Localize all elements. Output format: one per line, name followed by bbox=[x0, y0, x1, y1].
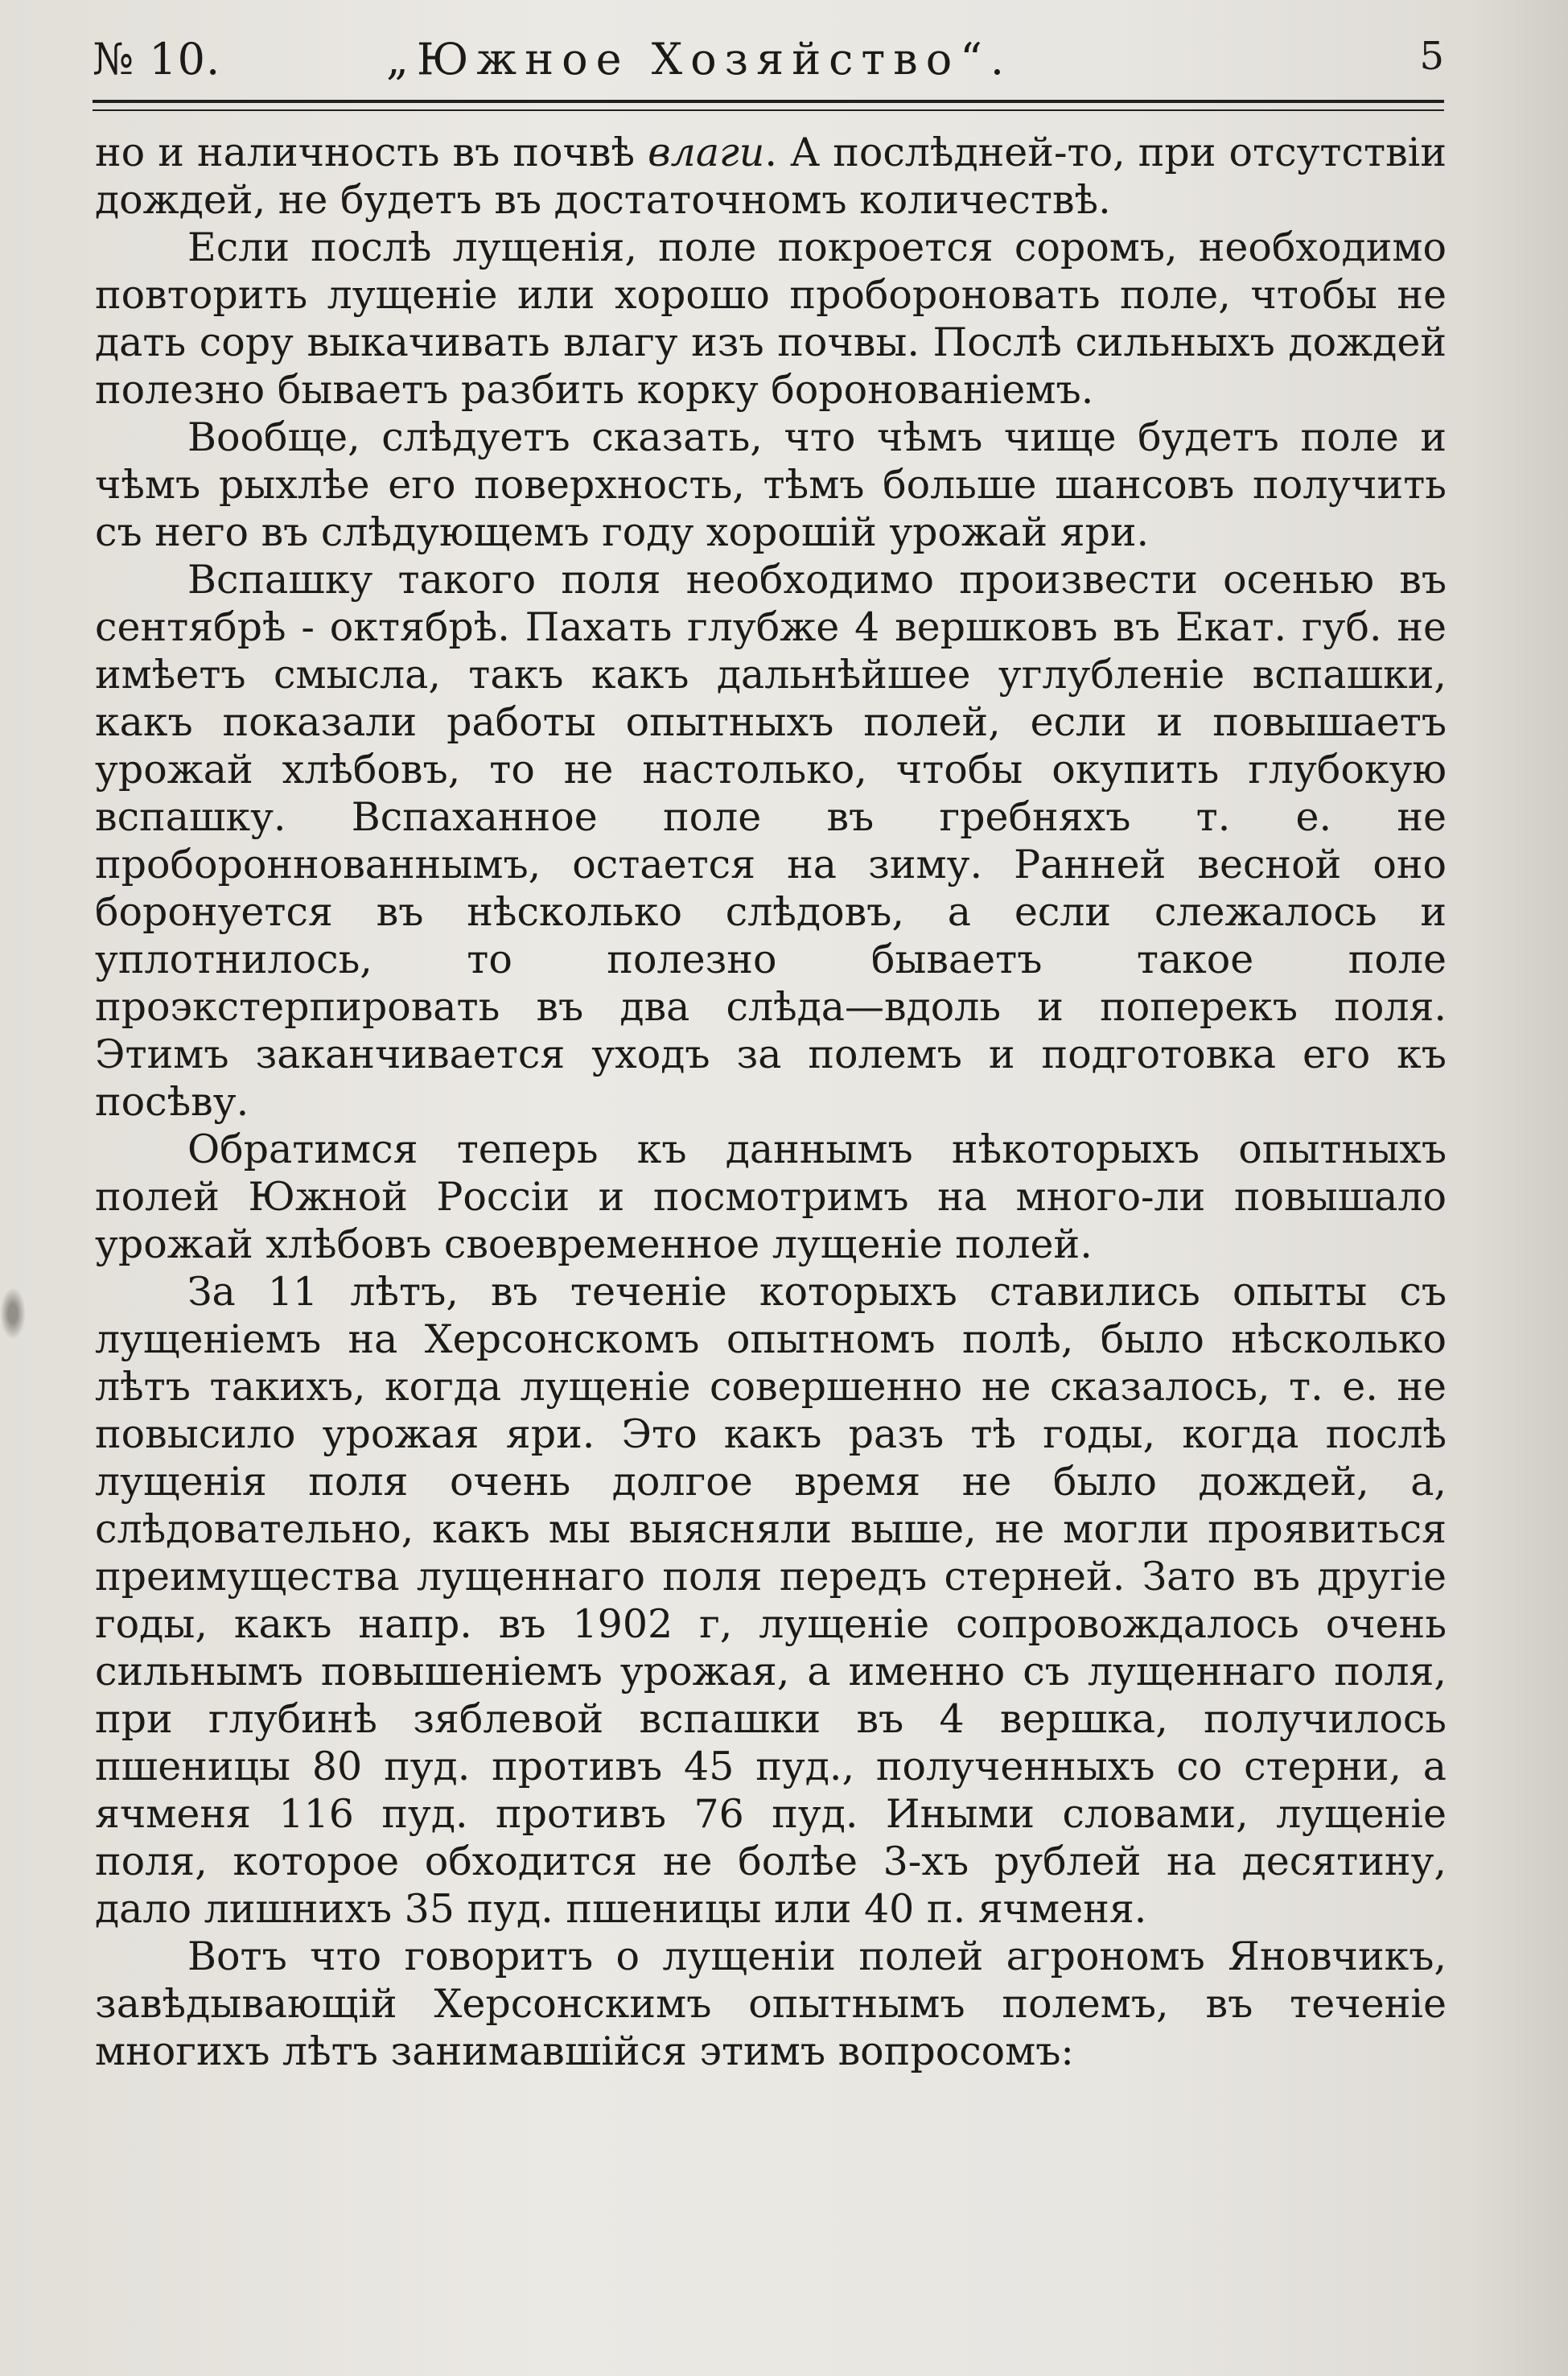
paragraph-text-after: . А послѣдней-то, при отсутствіи дождей, не будетъ въ достаточномъ количествѣ. bbox=[95, 130, 1447, 223]
issue-number: № 10. bbox=[93, 34, 221, 84]
header-rule-thick bbox=[93, 100, 1444, 103]
journal-title: „Южное Хозяйство“. bbox=[386, 34, 1012, 84]
paragraph-field-data: Обратимся теперь къ даннымъ нѣкоторыхъ опытныхъ полей Южной Россіи и посмотримъ на много-ли повышало урожай хлѣбовъ своевременное лущеніе полей. bbox=[95, 1126, 1447, 1267]
article-body bbox=[95, 129, 1447, 2075]
page-stain bbox=[0, 1287, 26, 1340]
paragraph-kherson-results: За 11 лѣтъ, въ теченіе которыхъ ставились опыты съ лущеніемъ на Херсонскомъ опытномъ полѣ, было нѣсколько лѣтъ такихъ, когда лущеніе совершенно не сказалось, т. е. не повысило урожая яри. Это какъ разъ тѣ годы, когда послѣ лущенія поля очень долгое время не было дождей, а, слѣдовательно, какъ мы выясняли выше, не могли проявиться преимущества лущеннаго поля передъ стерней. Зато въ другіе годы, какъ напр. въ 1902 г, лущеніе сопровождалось очень сильнымъ повышеніемъ урожая, а именно съ лущеннаго поля, при глубинѣ зяблевой вспашки въ 4 вершка, получилось пшеницы 80 пуд. противъ 45 пуд., полученныхъ со стерни, а ячменя 116 пуд. противъ 76 пуд. Иными словами, лущеніе поля, которое обходится не болѣе 3-хъ рублей на десятину, дало лишнихъ 35 пуд. пшеницы или 40 п. ячменя. bbox=[95, 1269, 1447, 1932]
header-rule-thin bbox=[93, 109, 1444, 111]
emphasized-word: влаги bbox=[648, 130, 765, 175]
paragraph-text-before: но и наличность въ почвѣ bbox=[95, 130, 648, 175]
page-number: 5 bbox=[1419, 34, 1444, 79]
page-edge-shadow bbox=[1471, 0, 1568, 2376]
paragraph-plowing: Вспашку такого поля необходимо произвести осенью въ сентябрѣ - октябрѣ. Пахать глубже 4 вершковъ въ Екат. губ. не имѣетъ смысла, такъ какъ дальнѣйшее углубленіе вспашки, какъ показали работы опытныхъ полей, если и повышаетъ урожай хлѣбовъ, то не настолько, чтобы окупить глубокую вспашку. Вспаханное поле въ гребняхъ т. е. не пробороннованнымъ, остается на зиму. Ранней весной оно боронуется въ нѣсколько слѣдовъ, а если слежалось и уплотнилось, то полезно бываетъ такое поле проэкстерпировать въ два слѣда—вдоль и поперекъ поля. Этимъ заканчивается уходъ за полемъ и подготовка его къ посѣву. bbox=[95, 557, 1447, 1125]
paragraph-continuation bbox=[95, 129, 1447, 224]
paragraph-weeding: Если послѣ лущенія, поле покроется соромъ, необходимо повторить лущеніе или хорошо пробороновать поле, чтобы не дать сору выкачивать влагу изъ почвы. Послѣ сильныхъ дождей полезно бываетъ разбить корку боронованіемъ. bbox=[95, 224, 1447, 413]
paragraph-agronomist-quote: Вотъ что говоритъ о лущеніи полей агрономъ Яновчикъ, завѣдывающій Херсонскимъ опытнымъ полемъ, въ теченіе многихъ лѣтъ занимавшійся этимъ вопросомъ: bbox=[95, 1933, 1447, 2074]
paragraph-surface: Вообще, слѣдуетъ сказать, что чѣмъ чище будетъ поле и чѣмъ рыхлѣе его поверхность, тѣмъ больше шансовъ получить съ него въ слѣдующемъ году хорошій урожай яри. bbox=[95, 414, 1447, 555]
running-header bbox=[93, 24, 1444, 105]
